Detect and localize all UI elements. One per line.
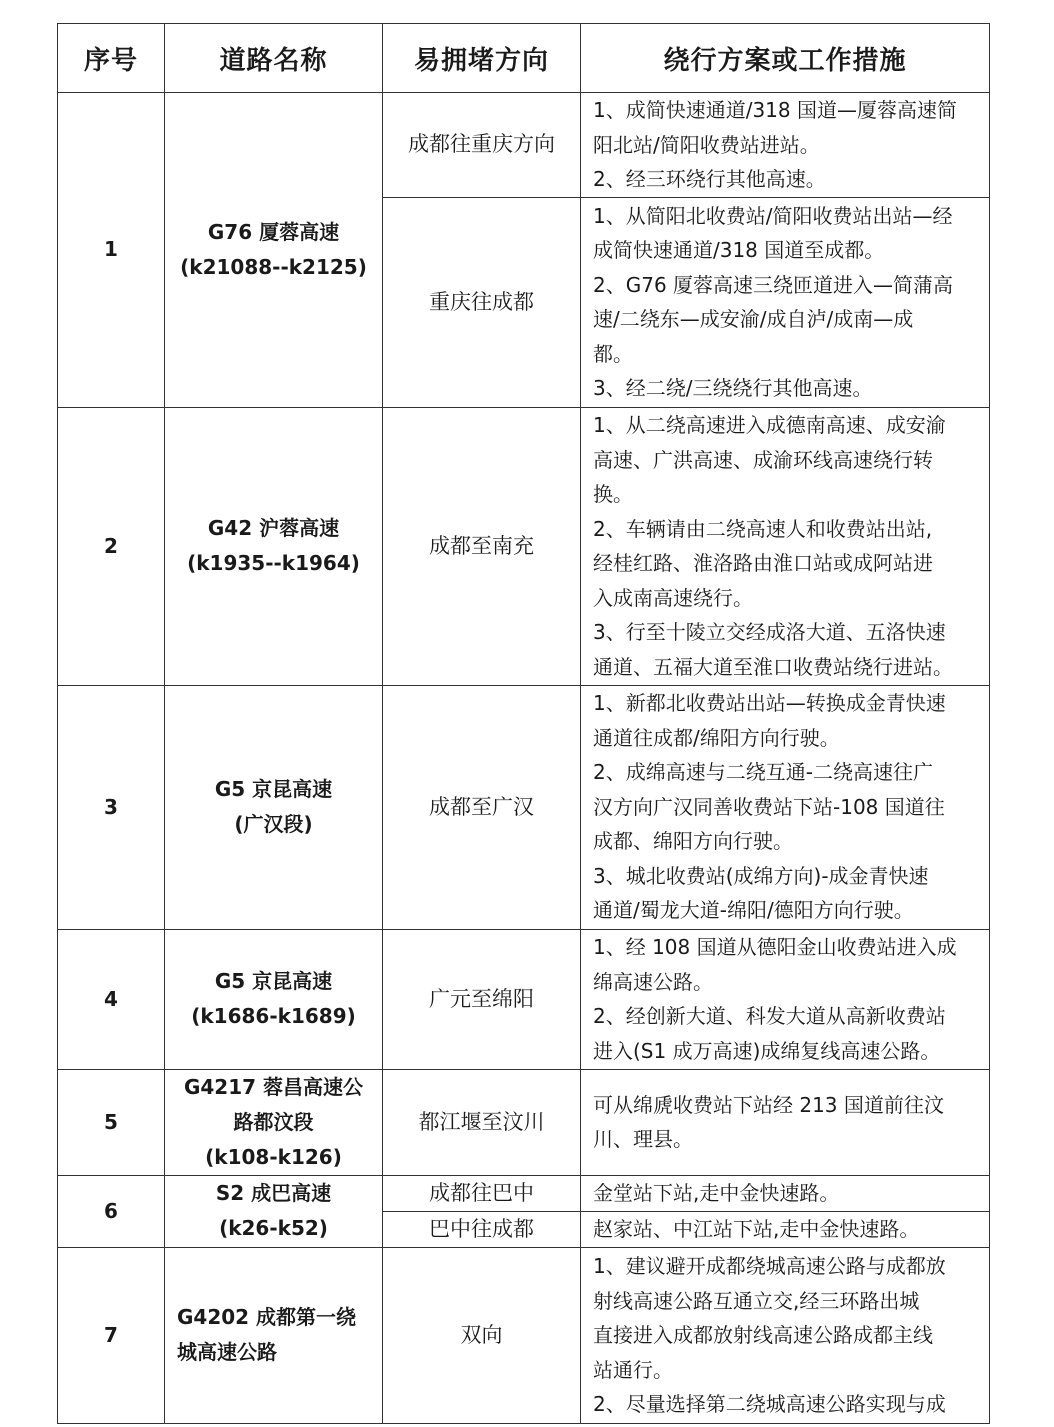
road-name: G4202 成都第一绕 城高速公路 xyxy=(165,1247,383,1423)
direction-cell: 重庆往成都 xyxy=(383,197,581,407)
row-number: 4 xyxy=(58,929,165,1069)
direction-cell: 成都至广汉 xyxy=(383,685,581,929)
direction-cell: 广元至绵阳 xyxy=(383,929,581,1069)
header-row xyxy=(58,24,990,93)
row-number: 1 xyxy=(58,93,165,408)
row-number: 3 xyxy=(58,685,165,929)
direction-cell: 成都至南充 xyxy=(383,407,581,685)
table-row xyxy=(58,1175,990,1211)
header-road: 道路名称 xyxy=(165,24,383,93)
row-number: 2 xyxy=(58,407,165,685)
table-row xyxy=(58,1069,990,1175)
table-row xyxy=(58,929,990,1069)
road-name: G4217 蓉昌高速公 路都汶段 (k108-k126) xyxy=(165,1069,383,1175)
table-row xyxy=(58,1247,990,1423)
direction-cell: 成都往巴中 xyxy=(383,1175,581,1211)
row-number: 7 xyxy=(58,1247,165,1423)
road-name: S2 成巴高速 (k26-k52) xyxy=(165,1175,383,1247)
plan-cell: 1、从二绕高速进入成德南高速、成安渝 高速、广洪高速、成渝环线高速绕行转 换。 2、车辆请由二绕高速人和收费站出站, 经桂红路、淮洛路由淮口站或成阿站进 入成南高速绕行。 3、行至十陵立交经成洛大道、五洛快速 通道、五福大道至淮口收费站绕行进站。 xyxy=(581,407,990,685)
road-name: G5 京昆高速 (k1686-k1689) xyxy=(165,929,383,1069)
plan-cell: 1、经 108 国道从德阳金山收费站进入成 绵高速公路。 2、经创新大道、科发大道从高新收费站 进入(S1 成万高速)成绵复线高速公路。 xyxy=(581,929,990,1069)
direction-cell: 双向 xyxy=(383,1247,581,1423)
detour-table xyxy=(57,23,990,1424)
table-row xyxy=(58,93,990,198)
plan-cell: 赵家站、中江站下站,走中金快速路。 xyxy=(581,1211,990,1247)
plan-cell: 金堂站下站,走中金快速路。 xyxy=(581,1175,990,1211)
plan-cell: 1、成简快速通道/318 国道—厦蓉高速简 阳北站/简阳收费站进站。 2、经三环绕行其他高速。 xyxy=(581,93,990,198)
row-number: 5 xyxy=(58,1069,165,1175)
direction-cell: 都江堰至汶川 xyxy=(383,1069,581,1175)
road-name: G5 京昆高速 (广汉段) xyxy=(165,685,383,929)
plan-cell: 1、从简阳北收费站/简阳收费站出站—经 成简快速通道/318 国道至成都。 2、G76 厦蓉高速三绕匝道进入—简蒲高 速/二绕东—成安渝/成自泸/成南—成 都。 3、经二绕/三绕绕行其他高速。 xyxy=(581,197,990,407)
header-direction: 易拥堵方向 xyxy=(383,24,581,93)
direction-cell: 巴中往成都 xyxy=(383,1211,581,1247)
road-name: G42 沪蓉高速 (k1935--k1964) xyxy=(165,407,383,685)
road-name: G76 厦蓉高速 (k21088--k2125) xyxy=(165,93,383,408)
table-row xyxy=(58,685,990,929)
plan-cell: 可从绵虒收费站下站经 213 国道前往汶 川、理县。 xyxy=(581,1069,990,1175)
direction-cell: 成都往重庆方向 xyxy=(383,93,581,198)
row-number: 6 xyxy=(58,1175,165,1247)
header-plan: 绕行方案或工作措施 xyxy=(581,24,990,93)
plan-cell: 1、新都北收费站出站—转换成金青快速 通道往成都/绵阳方向行驶。 2、成绵高速与二绕互通-二绕高速往广 汉方向广汉同善收费站下站-108 国道往 成都、绵阳方向行驶。 3、城北收费站(成绵方向)-成金青快速 通道/蜀龙大道-绵阳/德阳方向行驶。 xyxy=(581,685,990,929)
header-no: 序号 xyxy=(58,24,165,93)
table-row xyxy=(58,407,990,685)
plan-cell: 1、建议避开成都绕城高速公路与成都放 射线高速公路互通立交,经三环路出城 直接进入成都放射线高速公路成都主线 站通行。 2、尽量选择第二绕城高速公路实现与成 xyxy=(581,1247,990,1423)
